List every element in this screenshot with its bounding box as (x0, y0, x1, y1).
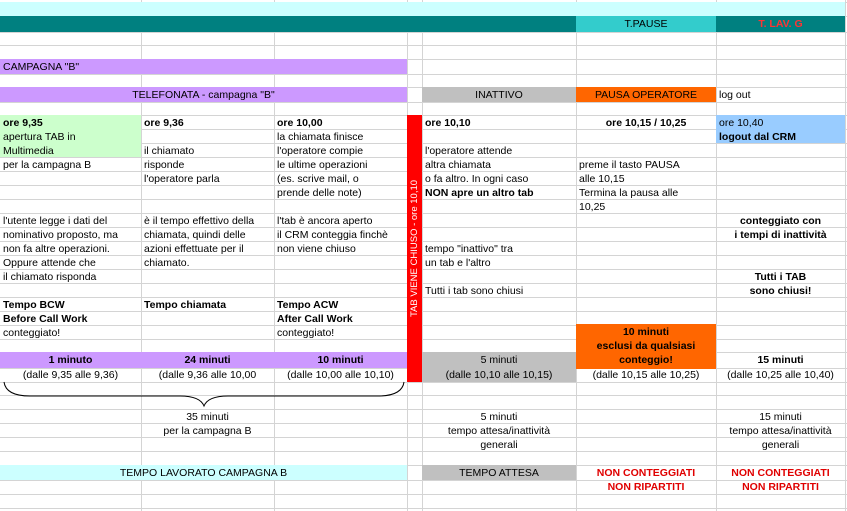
col3-note: conteggiato! (277, 327, 335, 339)
logout-total-label: generali (761, 439, 800, 451)
col2-line: il chiamato (144, 145, 195, 157)
col3-line: (es. scrive mail, o (277, 173, 359, 185)
col3-desc: l'tab è ancora aperto (277, 215, 373, 227)
col5-line: altra chiamata (425, 159, 491, 171)
col1-line: per la campagna B (3, 159, 92, 171)
col2-range: (dalle 9,36 alle 10,00 (158, 369, 257, 381)
col3-desc: non viene chiuso (277, 243, 356, 255)
col1-desc: non fa altre operazioni. (3, 243, 110, 255)
col1-desc: l'utente legge i dati del (3, 215, 108, 227)
col6-range: (dalle 10,15 alle 10,25) (592, 369, 700, 381)
col1-line: apertura TAB in (3, 131, 76, 143)
col6-box-line: conteggio! (619, 354, 673, 366)
wait-total-label: generali (480, 439, 518, 451)
row-gridline (0, 74, 847, 75)
col5-desc: Tutti i tab sono chiusi (425, 285, 524, 297)
col5-desc: un tab e l'altro (425, 257, 491, 269)
col1-note: conteggiato! (3, 327, 61, 339)
col2-title: Tempo chiamata (144, 299, 227, 311)
col2-line: l'operatore parla (144, 173, 220, 185)
col2-desc: chiamata, quindi delle (144, 229, 246, 241)
footer-non-ripartiti: NON RIPARTITI (742, 481, 819, 493)
col7-duration: 15 minuti (757, 354, 804, 366)
col2-desc: chiamato. (144, 257, 190, 269)
row-gridline (0, 508, 847, 509)
tab-closed-vertical-label (407, 115, 422, 382)
col3-title: Tempo ACW (277, 299, 339, 311)
col7-line: i tempi di inattività (734, 229, 827, 241)
campaign-brace (0, 380, 408, 408)
col3-line: prende delle note) (277, 187, 362, 199)
campaign-total-label: per la campagna B (163, 425, 252, 437)
col6-box-line: esclusi da qualsiasi (596, 340, 696, 352)
section-pausa-operatore: PAUSA OPERATORE (594, 89, 698, 101)
col5-line: o fa altro. In ogni caso (425, 173, 529, 185)
col2-desc: azioni effettuate per il (144, 243, 244, 255)
logout-total-label: tempo attesa/inattività (729, 425, 832, 437)
footer-non-ripartiti: NON RIPARTITI (607, 481, 685, 493)
col3-line: le ultime operazioni (277, 159, 368, 171)
col7-time: ore 10,40 (719, 117, 764, 129)
col5-range: (dalle 10,10 alle 10,15) (445, 369, 553, 381)
wait-total: 5 minuti (480, 411, 518, 423)
campaign-label: CAMPAGNA "B" (3, 61, 80, 73)
col3-duration: 10 minuti (317, 354, 364, 366)
col1-title: Tempo BCW (3, 299, 65, 311)
header-t-lav-g: T. LAV. G (758, 18, 803, 30)
row-gridline (0, 45, 847, 46)
col1-desc: il chiamato risponda (3, 271, 97, 283)
col1-desc: nominativo proposto, ma (3, 229, 118, 241)
col1-subtitle: Before Call Work (3, 313, 88, 325)
col2-desc: è il tempo effettivo della (144, 215, 255, 227)
tab-closed-text: TAB VIENE CHIUSO - ore 10,10 (409, 179, 420, 318)
col5-duration: 5 minuti (480, 354, 518, 366)
col1-desc: Oppure attende che (3, 257, 96, 269)
header-teal-band (0, 16, 576, 32)
col3-subtitle: After Call Work (277, 313, 353, 325)
col1-line: Multimedia (3, 145, 54, 157)
col7-line: sono chiusi! (749, 285, 812, 297)
col6-line: 10,25 (579, 201, 606, 213)
col5-time: ore 10,10 (425, 117, 471, 129)
wait-total-label: tempo attesa/inattività (447, 425, 551, 437)
col6-line: alle 10,15 (579, 173, 625, 185)
col5-bold-line: NON apre un altro tab (425, 187, 534, 199)
col7-range: (dalle 10,25 alle 10,40) (727, 369, 834, 381)
col5-desc: tempo "inattivo" tra (425, 243, 513, 255)
footer-non-conteggiati: NON CONTEGGIATI (731, 467, 830, 479)
col1-duration: 1 minuto (48, 354, 93, 366)
header-t-pause: T.PAUSE (624, 18, 668, 30)
footer-tempo-attesa: TEMPO ATTESA (459, 467, 539, 479)
col2-time: ore 9,36 (144, 117, 184, 129)
col3-line: l'operatore compie (277, 145, 364, 157)
section-log-out: log out (719, 89, 751, 101)
col7-line: Tutti i TAB (754, 271, 807, 283)
col6-time: ore 10,15 / 10,25 (605, 117, 687, 129)
col2-duration: 24 minuti (184, 354, 231, 366)
row-gridline (0, 102, 847, 103)
row-gridline (0, 494, 847, 495)
col3-range: (dalle 10,00 alle 10,10) (287, 369, 394, 381)
col7-line: conteggiato con (739, 215, 822, 227)
col1-range: (dalle 9,35 alle 9,36) (22, 369, 119, 381)
campaign-total: 35 minuti (186, 411, 229, 423)
col1-time: ore 9,35 (3, 117, 43, 129)
col6-line: preme il tasto PAUSA (579, 159, 680, 171)
col7-logout: logout dal CRM (719, 131, 796, 143)
logout-total: 15 minuti (759, 411, 802, 423)
col3-time: ore 10,00 (277, 117, 323, 129)
col3-line: la chiamata finisce (277, 131, 364, 143)
row-gridline (0, 32, 847, 33)
section-telefonata: TELEFONATA - campagna "B" (132, 89, 275, 101)
section-inattivo: INATTIVO (475, 89, 523, 101)
footer-tempo-lavorato: TEMPO LAVORATO CAMPAGNA B (119, 467, 288, 479)
top-band (0, 2, 845, 16)
col6-box-line: 10 minuti (622, 326, 670, 338)
col6-line: Termina la pausa alle (579, 187, 679, 199)
col2-line: risponde (144, 159, 185, 171)
footer-non-conteggiati: NON CONTEGGIATI (596, 467, 696, 479)
col5-line: l'operatore attende (425, 145, 513, 157)
col3-desc: il CRM conteggia finchè (277, 229, 388, 241)
